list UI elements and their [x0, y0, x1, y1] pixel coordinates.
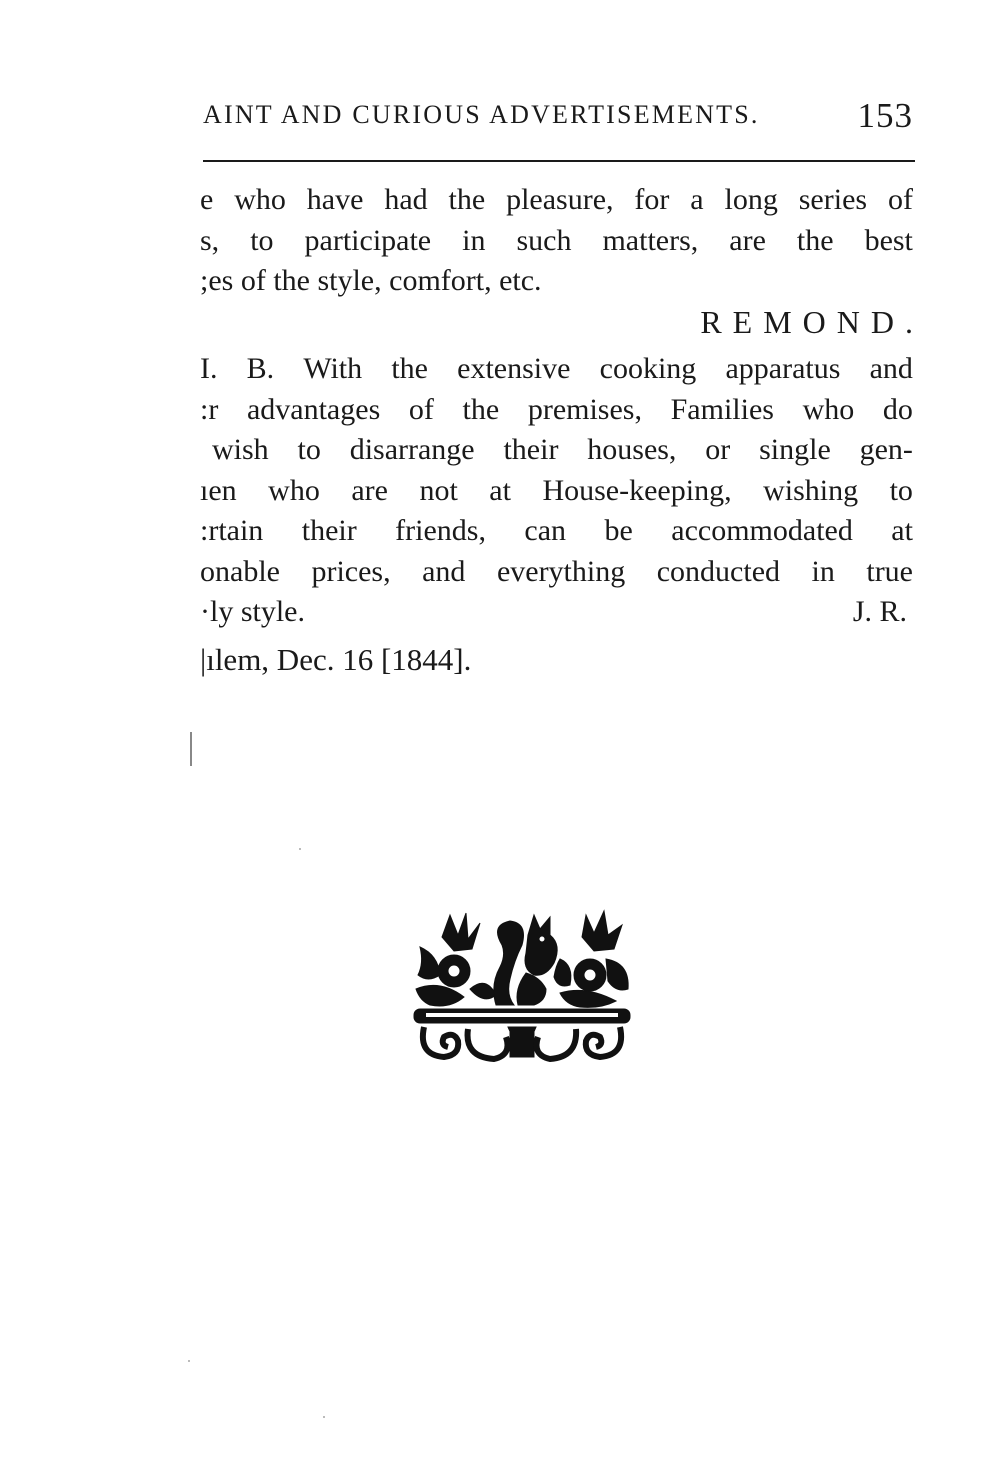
- word: the: [391, 352, 428, 385]
- word: and: [869, 352, 913, 385]
- text-line: [200, 180, 913, 221]
- advertisement-text: [200, 180, 924, 680]
- word: in: [811, 554, 835, 588]
- margin-speck: [190, 732, 192, 766]
- word: a: [690, 183, 704, 216]
- signature-remond: REMOND.: [700, 303, 924, 340]
- text-line: [200, 430, 913, 471]
- text-line: [200, 552, 913, 593]
- word: are: [351, 473, 388, 507]
- header-rule: [203, 160, 915, 162]
- word: matters,: [602, 223, 699, 257]
- margin-speck: [188, 1360, 190, 1362]
- text-line: ;es of the style, comfort, etc.: [200, 264, 542, 297]
- word: pleasure,: [506, 183, 614, 216]
- word: prices,: [311, 554, 391, 588]
- word: do: [882, 392, 913, 426]
- word: apparatus: [725, 352, 841, 385]
- margin-speck: [299, 848, 301, 850]
- word: With: [303, 352, 363, 385]
- word: gen-: [859, 433, 913, 466]
- squirrel-ornament: [410, 905, 634, 1065]
- word: e: [200, 183, 214, 216]
- text-line: [200, 471, 913, 512]
- word: best: [864, 223, 913, 257]
- word: :rtain: [200, 514, 264, 547]
- word: s,: [200, 223, 220, 257]
- word: their: [503, 433, 559, 466]
- signature-initials: J. R.: [852, 595, 907, 628]
- word: cooking: [599, 352, 697, 385]
- text-line: [200, 390, 913, 431]
- word: have: [306, 183, 364, 216]
- margin-speck: [323, 1416, 325, 1418]
- word: not: [419, 473, 458, 507]
- word: can: [524, 514, 567, 547]
- word: everything: [496, 554, 626, 588]
- word: advantages: [246, 392, 381, 426]
- word: be: [604, 514, 633, 547]
- word: participate: [304, 223, 432, 257]
- word: conducted: [656, 554, 781, 588]
- word: wishing: [763, 473, 859, 507]
- last-line-text: ·ly style.: [200, 595, 305, 628]
- word: to: [297, 433, 321, 466]
- word: at: [891, 514, 913, 547]
- word: in: [462, 223, 486, 257]
- word: single: [759, 433, 831, 466]
- word: :r: [200, 392, 219, 426]
- word: who: [268, 473, 320, 507]
- word: houses,: [587, 433, 677, 466]
- word: are: [729, 223, 766, 257]
- word: Families: [670, 392, 774, 426]
- word: who: [802, 392, 855, 426]
- word: of: [887, 183, 913, 216]
- word: long: [724, 183, 778, 216]
- running-head: [203, 96, 915, 146]
- text-line: [200, 511, 913, 552]
- word: onable: [200, 554, 280, 588]
- page-number: 153: [857, 96, 913, 135]
- word: friends,: [395, 514, 486, 547]
- running-title: AINT AND CURIOUS ADVERTISEMENTS.: [203, 100, 760, 129]
- text-line: [200, 221, 913, 262]
- word: at: [489, 473, 511, 507]
- word: House-keeping,: [542, 473, 732, 507]
- word: who: [234, 183, 286, 216]
- text-line: [200, 349, 913, 390]
- word: true: [866, 554, 913, 588]
- word: or: [705, 433, 731, 466]
- word: the: [796, 223, 834, 257]
- word: to: [889, 473, 913, 507]
- word: and: [422, 554, 466, 588]
- word: for: [634, 183, 670, 216]
- word: ıen: [200, 473, 237, 507]
- word: their: [301, 514, 357, 547]
- dateline: |ılem, Dec. 16 [1844].: [200, 641, 472, 677]
- word: wish: [212, 433, 269, 466]
- text-line-last: [200, 592, 913, 633]
- word: series: [798, 183, 868, 216]
- word: premises,: [527, 392, 642, 426]
- word: disarrange: [349, 433, 475, 466]
- word: the: [462, 392, 500, 426]
- word: to: [250, 223, 274, 257]
- word: such: [516, 223, 572, 257]
- word: I.: [200, 352, 218, 385]
- word: B.: [246, 352, 275, 385]
- word: accommodated: [671, 514, 853, 547]
- word: of: [408, 392, 434, 426]
- word: had: [384, 183, 428, 216]
- word: extensive: [457, 352, 571, 385]
- word: the: [448, 183, 486, 216]
